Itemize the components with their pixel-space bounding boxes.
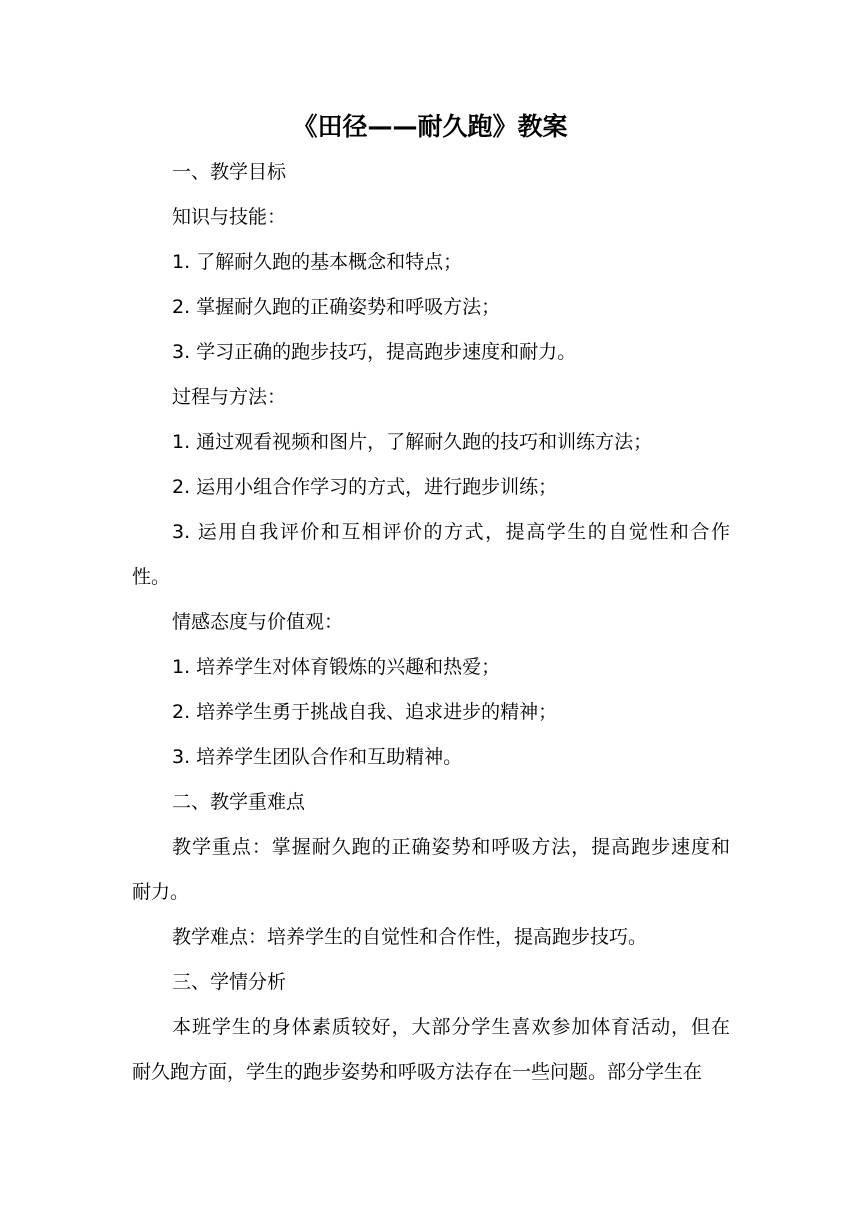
key-point-line: 耐力。 bbox=[132, 881, 190, 903]
subheading-attitude-values: 情感态度与价值观： bbox=[172, 611, 344, 633]
document-title: 《田径——耐久跑》教案 bbox=[292, 112, 568, 141]
subheading-knowledge-skills: 知识与技能： bbox=[172, 206, 287, 228]
process-item: 1. 通过观看视频和图片，了解耐久跑的技巧和训练方法； bbox=[172, 431, 653, 453]
difficult-point: 教学难点：培养学生的自觉性和合作性，提高跑步技巧。 bbox=[172, 926, 648, 948]
attitude-item: 2. 培养学生勇于挑战自我、追求进步的精神； bbox=[172, 701, 558, 723]
analysis-line: 本班学生的身体素质较好，大部分学生喜欢参加体育活动，但在 bbox=[172, 1016, 730, 1038]
attitude-item: 3. 培养学生团队合作和互助精神。 bbox=[172, 746, 463, 768]
process-item-line: 性。 bbox=[132, 566, 171, 588]
process-item-line: 3. 运用自我评价和互相评价的方式，提高学生的自觉性和合作 bbox=[172, 521, 730, 543]
knowledge-item: 2. 掌握耐久跑的正确姿势和呼吸方法； bbox=[172, 296, 501, 318]
section-heading-analysis: 三、学情分析 bbox=[172, 971, 287, 993]
attitude-item: 1. 培养学生对体育锻炼的兴趣和热爱； bbox=[172, 656, 501, 678]
analysis-line: 耐久跑方面，学生的跑步姿势和呼吸方法存在一些问题。部分学生在 bbox=[132, 1061, 703, 1083]
knowledge-item: 1. 了解耐久跑的基本概念和特点； bbox=[172, 251, 463, 273]
subheading-process-methods: 过程与方法： bbox=[172, 386, 287, 408]
section-heading-objectives: 一、教学目标 bbox=[172, 161, 287, 183]
section-heading-key-difficult: 二、教学重难点 bbox=[172, 791, 306, 813]
key-point-line: 教学重点：掌握耐久跑的正确姿势和呼吸方法，提高跑步速度和 bbox=[172, 836, 730, 858]
knowledge-item: 3. 学习正确的跑步技巧，提高跑步速度和耐力。 bbox=[172, 341, 577, 363]
process-item: 2. 运用小组合作学习的方式，进行跑步训练； bbox=[172, 476, 558, 498]
